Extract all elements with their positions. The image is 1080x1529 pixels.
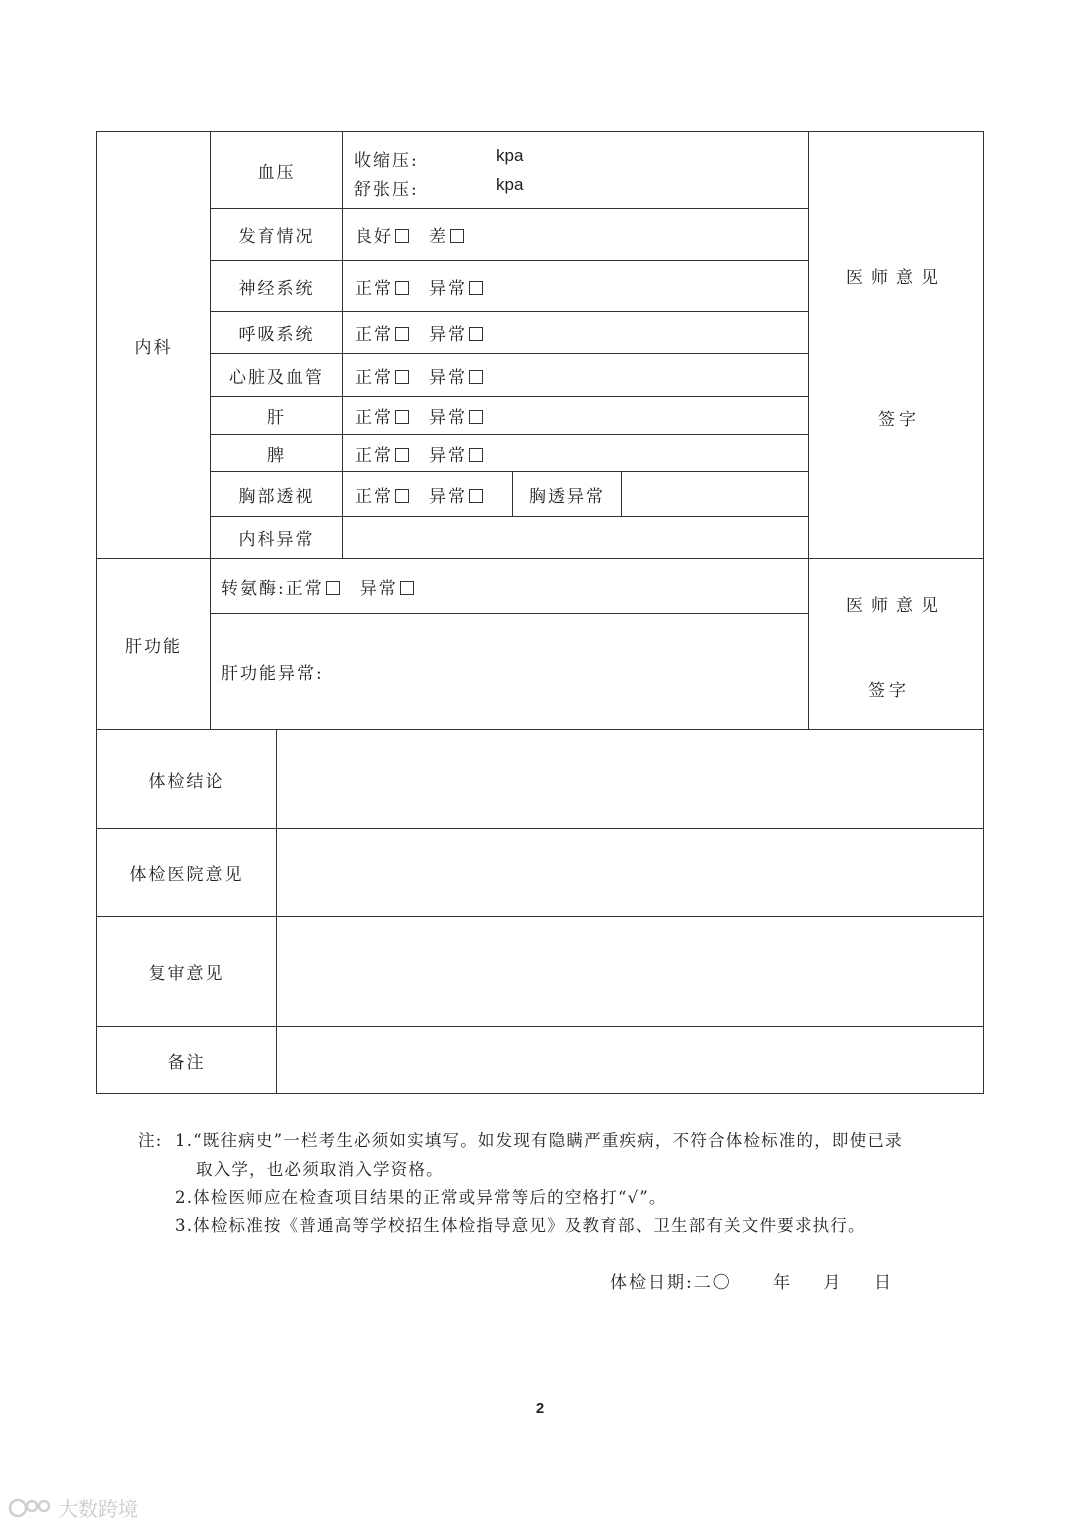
development-good-option[interactable]: 良好 — [355, 222, 409, 247]
watermark — [8, 1493, 138, 1522]
bp-label-cell — [210, 131, 343, 209]
heart-options-cell — [342, 353, 809, 397]
bp-label: 血压 — [257, 162, 296, 183]
nervous-label: 神经系统 — [238, 278, 315, 299]
exam-date-year-prefix: 二〇 — [693, 1273, 732, 1293]
chest-label-cell — [210, 471, 343, 517]
chest-normal-option[interactable]: 正常 — [355, 482, 409, 507]
diastolic-unit: kpa — [496, 175, 524, 194]
liver-section-label-cell — [96, 558, 211, 730]
checkbox-icon[interactable] — [395, 327, 409, 341]
development-options-cell — [342, 208, 809, 261]
watermark-text: 大数跨境 — [58, 1497, 138, 1521]
checkbox-icon[interactable] — [395, 489, 409, 503]
checkbox-icon[interactable] — [469, 370, 483, 384]
internal-doctor-opinion-label: 医师意见 — [846, 268, 946, 288]
chest-abnormal-value-cell[interactable] — [621, 471, 809, 517]
liver-doctor-cell[interactable] — [808, 558, 984, 730]
liver-abnormal-cell[interactable] — [210, 613, 809, 730]
checkbox-icon[interactable] — [395, 281, 409, 295]
remarks-value-cell[interactable] — [276, 1026, 984, 1094]
review-opinion-value-cell[interactable] — [276, 916, 984, 1027]
liver-organ-label: 肝 — [267, 408, 286, 428]
watermark-logo-icon — [8, 1495, 54, 1521]
checkbox-icon[interactable] — [469, 448, 483, 462]
page-number: 2 — [535, 1400, 545, 1417]
liver-section-label: 肝功能 — [125, 636, 182, 657]
conclusion-value-cell[interactable] — [276, 729, 984, 829]
hospital-opinion-value-cell[interactable] — [276, 828, 984, 917]
checkbox-icon[interactable] — [469, 327, 483, 341]
exam-date-month: 月 — [823, 1273, 843, 1293]
spleen-label: 脾 — [267, 445, 286, 466]
exam-date-label: 体检日期: — [610, 1273, 694, 1293]
liver-organ-abnormal-option[interactable]: 异常 — [429, 403, 483, 428]
chest-options-cell — [342, 471, 513, 517]
review-opinion-label: 复审意见 — [148, 964, 225, 984]
exam-date — [610, 1268, 893, 1293]
development-label-cell — [210, 208, 343, 261]
respiratory-abnormal-option[interactable]: 异常 — [429, 320, 483, 345]
checkbox-icon[interactable] — [395, 229, 409, 243]
liver-organ-options-cell — [342, 396, 809, 435]
diastolic-label: 舒张压: — [354, 180, 419, 200]
heart-label-cell — [210, 353, 343, 397]
checkbox-icon[interactable] — [469, 489, 483, 503]
checkbox-icon[interactable] — [400, 581, 414, 595]
conclusion-label-cell — [96, 729, 277, 829]
internal-abnormal-label: 内科异常 — [238, 530, 315, 550]
internal-signature-label: 签字 — [878, 410, 920, 430]
heart-normal-option[interactable]: 正常 — [355, 363, 409, 388]
internal-abnormal-label-cell — [210, 516, 343, 559]
checkbox-icon[interactable] — [326, 581, 340, 595]
nervous-abnormal-option[interactable]: 异常 — [429, 274, 483, 299]
spleen-label-cell — [210, 434, 343, 472]
checkbox-icon[interactable] — [469, 281, 483, 295]
internal-doctor-cell[interactable] — [808, 131, 984, 559]
liver-abnormal-label: 肝功能异常: — [221, 664, 324, 684]
review-opinion-label-cell — [96, 916, 277, 1027]
respiratory-options-cell — [342, 311, 809, 354]
liver-organ-label-cell — [210, 396, 343, 435]
spleen-options-cell — [342, 434, 809, 472]
chest-label: 胸部透视 — [238, 486, 315, 507]
systolic-label: 收缩压: — [354, 151, 419, 171]
alt-normal-option[interactable]: 正常 — [286, 574, 340, 599]
nervous-options-cell — [342, 260, 809, 312]
note-line-1-cont: 取入学，也必须取消入学资格。 — [196, 1160, 444, 1179]
remarks-label: 备注 — [167, 1052, 206, 1073]
note-line-2: 2.体检医师应在检查项目结果的正常或异常等后的空格打“√”。 — [175, 1188, 667, 1207]
systolic-unit: kpa — [496, 146, 524, 165]
conclusion-label: 体检结论 — [148, 771, 225, 792]
respiratory-label: 呼吸系统 — [238, 325, 315, 345]
chest-abnormal-label: 胸透异常 — [529, 486, 605, 507]
internal-section-label: 内科 — [134, 337, 173, 358]
respiratory-label-cell — [210, 311, 343, 354]
internal-section-label-cell — [96, 131, 211, 559]
note-line-3: 3.体检标准按《普通高等学校招生体检指导意见》及教育部、卫生部有关文件要求执行。 — [175, 1216, 866, 1235]
nervous-normal-option[interactable]: 正常 — [355, 274, 409, 299]
development-poor-option[interactable]: 差 — [429, 222, 464, 247]
checkbox-icon[interactable] — [395, 448, 409, 462]
note-line-1: 1.“既往病史”一栏考生必须如实填写。如发现有隐瞒严重疾病，不符合体检标准的，即使已录 — [175, 1131, 903, 1150]
exam-date-day: 日 — [873, 1273, 893, 1293]
checkbox-icon[interactable] — [450, 229, 464, 243]
heart-abnormal-option[interactable]: 异常 — [429, 363, 483, 388]
exam-date-year: 年 — [773, 1273, 793, 1293]
alt-label: 转氨酶: — [221, 578, 286, 599]
development-label: 发育情况 — [238, 227, 315, 247]
liver-doctor-opinion-label: 医师意见 — [846, 596, 946, 616]
remarks-label-cell — [96, 1026, 277, 1094]
liver-signature-label: 签字 — [868, 681, 910, 701]
liver-organ-normal-option[interactable]: 正常 — [355, 403, 409, 428]
checkbox-icon[interactable] — [395, 370, 409, 384]
nervous-label-cell — [210, 260, 343, 312]
notes-prefix: 注: — [138, 1131, 163, 1150]
hospital-opinion-label-cell — [96, 828, 277, 917]
internal-abnormal-value-cell[interactable] — [342, 516, 809, 559]
hospital-opinion-label: 体检医院意见 — [129, 865, 244, 885]
chest-abnormal-label-cell — [512, 471, 622, 517]
spleen-normal-option[interactable]: 正常 — [355, 441, 409, 466]
alt-abnormal-option[interactable]: 异常 — [360, 574, 414, 599]
checkbox-icon[interactable] — [469, 410, 483, 424]
chest-abnormal-option[interactable]: 异常 — [429, 482, 483, 507]
spleen-abnormal-option[interactable]: 异常 — [429, 441, 483, 466]
alt-row-cell — [210, 558, 809, 614]
respiratory-normal-option[interactable]: 正常 — [355, 320, 409, 345]
checkbox-icon[interactable] — [395, 410, 409, 424]
heart-label: 心脏及血管 — [229, 367, 324, 388]
